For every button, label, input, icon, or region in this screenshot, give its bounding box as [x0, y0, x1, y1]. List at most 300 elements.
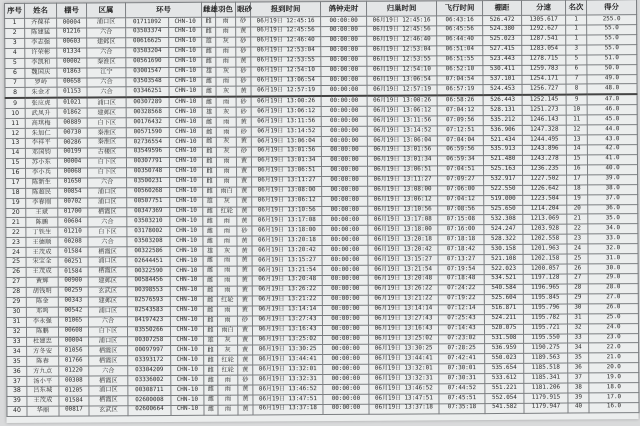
clock-drift-cell: 00:00:00: [321, 36, 367, 46]
distance-cell: 535.913: [483, 145, 522, 155]
basket-time-cell: 06月19日 13:14:52: [251, 127, 321, 137]
arrival-time-cell: 06月19日 12:57:19: [367, 85, 437, 96]
distance-cell: 526.443: [483, 95, 522, 106]
loft-cell: 01863: [57, 68, 87, 78]
ring-cell: 02543583: [127, 306, 170, 316]
basket-time-cell: 06月19日 13:10:56: [252, 206, 322, 216]
speed-cell: 1179.947: [524, 403, 568, 413]
eye-cell: 黄: [236, 117, 251, 127]
ring-code-cell: CHN-10: [170, 316, 203, 326]
place-cell: 14: [566, 145, 587, 155]
distance-cell: 532.917: [484, 175, 523, 185]
eye-cell: 砂: [236, 37, 251, 47]
ring-cell: 02600008: [128, 396, 171, 406]
col-header-name: 姓名: [25, 3, 57, 18]
ring-cell: 03178002: [127, 227, 170, 237]
ring-code-cell: CHN-10: [169, 87, 202, 98]
flight-time-cell: 07:04:12: [438, 195, 484, 205]
eye-cell: 黄: [238, 395, 253, 405]
flight-time-cell: 07:18:48: [438, 275, 484, 285]
col-header-distance: 棚距: [483, 0, 522, 15]
color-cell: 雨: [217, 276, 237, 286]
place-cell: 32: [567, 324, 588, 334]
name-cell: 吕东城: [27, 386, 59, 396]
ring-code-cell: CHN-10: [169, 118, 202, 128]
name-cell: 杜建忠: [27, 337, 59, 347]
ring-code-cell: CHN-10: [170, 276, 203, 286]
distance-cell: 524.211: [484, 314, 523, 324]
rank-cell: 5: [5, 58, 25, 68]
sex-cell: 雌: [203, 256, 217, 266]
distance-cell: 525.163: [484, 165, 523, 175]
sex-cell: 雌: [202, 27, 216, 37]
ring-cell: 01711092: [126, 17, 169, 27]
place-cell: 5: [566, 55, 587, 65]
ring-cell: 00322590: [127, 267, 170, 277]
rank-cell: 21: [6, 218, 26, 228]
clock-drift-cell: 00:00:00: [322, 166, 368, 176]
clock-drift-cell: 00:00:00: [323, 365, 369, 375]
district-cell: 浦口区: [88, 306, 127, 316]
loft-cell: 00308: [59, 376, 89, 386]
score-cell: 44.0: [587, 125, 637, 135]
place-cell: 34: [568, 343, 589, 353]
eye-cell: 砂: [236, 47, 251, 57]
basket-time-cell: 06月19日 13:16:43: [252, 325, 322, 335]
clock-drift-cell: 00:00:00: [322, 245, 368, 255]
speed-cell: 1195.845: [523, 294, 567, 304]
ring-cell: 00347369: [127, 207, 170, 217]
color-cell: 雨: [217, 266, 237, 276]
sex-cell: 雌: [202, 17, 216, 27]
arrival-time-cell: 06月19日 13:08:00: [368, 186, 438, 196]
rank-cell: 12: [5, 129, 25, 139]
distance-cell: 535.654: [485, 364, 524, 374]
name-cell: 陈新生: [26, 178, 58, 188]
distance-cell: 530.411: [483, 65, 522, 75]
loft-cell: 00004: [57, 18, 87, 28]
district-cell: 六合: [87, 77, 126, 87]
score-cell: 42.0: [587, 145, 637, 155]
flight-time-cell: 07:14:43: [438, 324, 484, 334]
basket-time-cell: 06月19日 13:32:01: [253, 365, 323, 375]
name-cell: 陈金: [26, 297, 58, 307]
speed-cell: 1244.495: [522, 135, 566, 145]
ring-code-cell: CHN-10: [171, 405, 204, 415]
score-cell: 17.0: [589, 393, 639, 403]
ring-cell: 02600664: [128, 405, 171, 415]
rank-cell: 36: [7, 367, 27, 377]
score-cell: 43.0: [587, 135, 637, 145]
name-cell: 魏国庆: [25, 68, 57, 78]
score-cell: 55.0: [587, 25, 637, 35]
flight-time-cell: 07:08:56: [438, 205, 484, 215]
ring-code-cell: CHN-10: [169, 127, 202, 137]
loft-cell: 01205: [59, 386, 89, 396]
clock-drift-cell: 00:00:00: [323, 374, 369, 384]
ring-code-cell: CHN-10: [170, 207, 203, 217]
flight-time-cell: 07:15:08: [438, 215, 484, 225]
speed-cell: 1236.235: [523, 165, 567, 175]
sex-cell: 雌: [203, 217, 217, 227]
sex-cell: 雌: [202, 97, 216, 108]
arrival-time-cell: 06月19日 13:15:27: [368, 255, 438, 265]
color-cell: 雨: [216, 127, 236, 137]
score-cell: 37.0: [588, 194, 638, 204]
eye-cell: 黄: [237, 207, 252, 217]
place-cell: 7: [566, 74, 587, 84]
name-cell: 王茂成: [26, 247, 58, 257]
col-header-place: 名次: [566, 0, 587, 15]
loft-cell: 00889: [57, 118, 87, 128]
speed-cell: 1223.504: [523, 195, 567, 205]
place-cell: 1: [566, 15, 587, 25]
loft-cell: 01210: [58, 227, 88, 237]
color-cell: 灰: [216, 107, 236, 117]
ring-code-cell: CHN-10: [170, 177, 203, 187]
loft-cell: 01056: [59, 346, 89, 356]
distance-cell: 524.247: [484, 225, 523, 235]
name-cell: 华丽: [27, 406, 59, 416]
rank-cell: 40: [7, 406, 27, 416]
arrival-time-cell: 06月19日 13:06:12: [368, 195, 438, 205]
color-cell: 灰: [217, 246, 237, 256]
speed-cell: 1185.518: [524, 363, 568, 373]
rank-cell: 37: [7, 377, 27, 387]
results-sheet: [4, 0, 639, 423]
speed-cell: 1259.783: [522, 65, 566, 75]
color-cell: 雨: [218, 385, 238, 395]
speed-cell: 1254.171: [522, 75, 566, 85]
distance-cell: 521.108: [484, 254, 523, 264]
place-cell: 17: [567, 175, 588, 185]
place-cell: 23: [567, 234, 588, 244]
district-cell: 秦淮区: [87, 128, 126, 138]
place-cell: 21: [567, 214, 588, 224]
place-cell: 31: [567, 314, 588, 324]
ring-code-cell: CHN-10: [170, 256, 203, 266]
ring-cell: 03503210: [127, 217, 170, 227]
basket-time-cell: 06月19日 13:21:22: [252, 295, 322, 305]
district-cell: 白下区: [88, 227, 127, 237]
rank-cell: 31: [6, 317, 26, 327]
clock-drift-cell: 00:00:00: [322, 325, 368, 335]
ring-cell: 03346251: [126, 87, 169, 98]
score-cell: 33.0: [588, 234, 638, 244]
rank-cell: 22: [6, 228, 26, 238]
eye-cell: 黄: [237, 306, 252, 316]
race-results-table: [4, 0, 640, 417]
ring-cell: 00307258: [128, 336, 171, 346]
clock-drift-cell: 00:00:00: [322, 226, 368, 236]
district-cell: 六合: [87, 87, 126, 98]
district-cell: 浦口区: [88, 187, 127, 197]
eye-cell: 黄: [237, 167, 252, 177]
place-cell: 1: [566, 35, 587, 45]
ring-cell: 02576593: [127, 296, 170, 306]
basket-time-cell: 06月19日 13:37:18: [253, 405, 323, 415]
ring-code-cell: CHN-10: [170, 326, 203, 336]
speed-cell: 1226.642: [523, 185, 567, 195]
ring-cell: 00398553: [127, 286, 170, 296]
color-cell: 雨: [218, 405, 238, 415]
score-cell: 39.0: [588, 174, 638, 184]
speed-cell: 1196.965: [523, 284, 567, 294]
place-cell: 24: [567, 244, 588, 254]
name-cell: 宋宝全: [26, 257, 58, 267]
ring-code-cell: CHN-10: [170, 266, 203, 276]
district-cell: 秦淮区: [87, 138, 126, 148]
color-cell: 雨: [216, 97, 236, 108]
basket-time-cell: 06月19日 12:57:19: [251, 86, 321, 97]
basket-time-cell: 06月19日 12:45:16: [251, 17, 321, 27]
sex-cell: 雄: [203, 246, 217, 256]
speed-cell: 1195.782: [523, 314, 567, 324]
ring-code-cell: CHN-10: [170, 187, 203, 197]
place-cell: 25: [567, 254, 588, 264]
sex-cell: 雌: [202, 47, 216, 57]
distance-cell: 540.584: [484, 284, 523, 294]
speed-cell: 1252.145: [522, 95, 566, 106]
ring-cell: 03001547: [126, 67, 169, 77]
basket-time-cell: 06月19日 13:18:00: [252, 226, 322, 236]
col-header-eye: 眼砂: [236, 2, 251, 17]
clock-drift-cell: 00:00:00: [322, 216, 368, 226]
ring-cell: 00307791: [126, 157, 169, 167]
color-cell: 红轮: [217, 296, 237, 306]
distance-cell: 523.443: [483, 55, 522, 65]
basket-time-cell: 06月19日 13:20:42: [252, 246, 322, 256]
speed-cell: 1214.204: [523, 205, 567, 215]
eye-cell: 黄: [238, 355, 253, 365]
rank-cell: 10: [5, 109, 25, 119]
flight-time-cell: 07:04:12: [437, 106, 483, 116]
flight-time-cell: 07:28:25: [439, 344, 485, 354]
clock-drift-cell: 00:00:00: [321, 86, 367, 97]
arrival-time-cell: 06月19日 13:16:43: [368, 324, 438, 334]
arrival-time-cell: 06月19日 13:11:27: [368, 176, 438, 186]
eye-cell: 黄: [236, 86, 251, 97]
basket-time-cell: 06月19日 12:53:04: [251, 46, 321, 56]
place-cell: 30: [567, 304, 588, 314]
score-cell: 46.0: [587, 105, 637, 115]
ring-cell: 03549596: [126, 147, 169, 157]
score-cell: 36.0: [588, 204, 638, 214]
eye-cell: 黄: [237, 286, 252, 296]
speed-cell: 1243.278: [522, 155, 566, 165]
arrival-time-cell: 06月19日 12:46:40: [367, 36, 437, 46]
arrival-time-cell: 06月19日 13:10:56: [368, 205, 438, 215]
flight-time-cell: 07:44:52: [439, 384, 485, 394]
arrival-time-cell: 06月19日 12:45:16: [367, 16, 437, 26]
flight-time-cell: 07:24:22: [438, 284, 484, 294]
place-cell: 6: [566, 65, 587, 75]
name-cell: 武凤升: [25, 108, 57, 118]
clock-drift-cell: 00:00:00: [323, 404, 369, 414]
ring-code-cell: CHN-10: [170, 306, 203, 316]
arrival-time-cell: 06月19日 13:20:48: [368, 275, 438, 285]
ring-code-cell: CHN-10: [171, 336, 204, 346]
clock-drift-cell: 00:00:00: [321, 107, 367, 117]
place-cell: 10: [566, 105, 587, 115]
flight-time-cell: 07:42:41: [439, 354, 485, 364]
loft-cell: 00004: [57, 158, 87, 168]
rank-cell: 16: [6, 168, 26, 178]
arrival-time-cell: 06月19日 13:06:04: [367, 136, 437, 146]
score-cell: 24.0: [588, 323, 638, 333]
ring-code-cell: CHN-10: [169, 137, 202, 147]
clock-drift-cell: 00:00:00: [322, 275, 368, 285]
ring-cell: 03503208: [127, 237, 170, 247]
loft-cell: 00817: [59, 406, 89, 416]
eye-cell: 黄: [237, 197, 252, 207]
place-cell: 26: [567, 264, 588, 274]
distance-cell: 522.023: [484, 264, 523, 274]
rank-cell: 11: [5, 119, 25, 129]
ring-cell: 00328568: [126, 108, 169, 118]
basket-time-cell: 06月19日 13:15:27: [252, 256, 322, 266]
rank-cell: 14: [5, 148, 25, 158]
name-cell: 邓国钧: [25, 148, 57, 158]
speed-cell: 1195.796: [523, 304, 567, 314]
district-cell: 古楼区: [87, 148, 126, 158]
flight-time-cell: 06:52:10: [437, 65, 483, 75]
color-cell: 雨: [216, 17, 236, 27]
clock-drift-cell: 00:00:00: [322, 196, 368, 206]
district-cell: 栖霞区: [89, 376, 128, 386]
name-cell: 方九点: [27, 366, 59, 376]
ring-cell: 00322586: [127, 247, 170, 257]
eye-cell: 砂: [236, 147, 251, 157]
eye-cell: 黄: [238, 385, 253, 395]
speed-cell: 1283.054: [522, 45, 566, 55]
score-cell: 34.0: [588, 224, 638, 234]
district-cell: 浦口区: [89, 386, 128, 396]
distance-cell: 541.582: [485, 403, 524, 413]
district-cell: 六合: [88, 237, 127, 247]
ring-code-cell: CHN-10: [170, 167, 203, 177]
distance-cell: 525.650: [484, 205, 523, 215]
ring-code-cell: CHN-10: [169, 27, 202, 37]
arrival-time-cell: 06月19日 13:25:02: [369, 334, 439, 344]
clock-drift-cell: 00:00:00: [322, 305, 368, 315]
eye-cell: 黄: [237, 216, 252, 226]
ring-cell: 00097997: [128, 346, 171, 356]
rank-cell: 15: [5, 158, 25, 168]
score-cell: 21.0: [589, 353, 639, 363]
sex-cell: 雌: [204, 405, 218, 415]
rank-cell: 32: [6, 327, 26, 337]
name-cell: 李春刚: [26, 198, 58, 208]
flight-time-cell: 07:18:42: [438, 245, 484, 255]
flight-time-cell: 07:30:01: [439, 364, 485, 374]
flight-time-cell: 06:59:34: [437, 155, 483, 165]
flight-time-cell: 07:19:22: [438, 294, 484, 304]
basket-time-cell: 06月19日 13:32:31: [253, 375, 323, 385]
flight-time-cell: 06:58:26: [437, 95, 483, 106]
district-cell: 秦淮区: [87, 57, 126, 67]
loft-cell: 00702: [58, 198, 88, 208]
loft-cell: 00208: [58, 237, 88, 247]
col-header-sex: 雌雄: [202, 2, 216, 17]
clock-drift-cell: 00:00:00: [322, 285, 368, 295]
rank-cell: 4: [5, 48, 25, 58]
clock-drift-cell: 00:00:00: [322, 295, 368, 305]
flight-time-cell: 07:09:56: [437, 116, 483, 126]
flight-time-cell: 06:57:19: [437, 85, 483, 96]
basket-time-cell: 06月19日 13:11:56: [251, 117, 321, 127]
color-cell: 雨: [217, 286, 237, 296]
score-cell: 30.0: [588, 264, 638, 274]
rank-cell: 3: [5, 38, 25, 48]
rank-cell: 34: [7, 347, 27, 357]
basket-time-cell: 06月19日 13:06:12: [252, 196, 322, 206]
distance-cell: 533.612: [485, 374, 524, 384]
ring-code-cell: CHN-10: [170, 237, 203, 247]
place-cell: 12: [566, 125, 587, 135]
color-cell: 灰: [216, 37, 236, 47]
rank-cell: 29: [6, 297, 26, 307]
sex-cell: 雌: [203, 177, 217, 187]
score-cell: 16.0: [589, 403, 639, 413]
eye-cell: 砂: [237, 316, 252, 326]
name-cell: 朱加仁: [25, 128, 57, 138]
speed-cell: 1251.273: [522, 105, 566, 115]
rank-cell: 33: [7, 337, 27, 347]
sex-cell: 雄: [203, 197, 217, 207]
district-cell: 建邺区: [87, 38, 126, 48]
place-cell: 39: [568, 393, 589, 403]
name-cell: 丁铁生: [26, 228, 58, 238]
district-cell: 白下区: [87, 158, 126, 168]
loft-cell: 00658: [57, 78, 87, 88]
basket-time-cell: 06月19日 13:06:51: [252, 166, 322, 176]
district-cell: 六合: [87, 48, 126, 58]
ring-cell: 00176432: [126, 118, 169, 128]
flight-time-cell: 07:19:54: [438, 265, 484, 275]
score-cell: 55.0: [587, 34, 637, 44]
distance-cell: 530.158: [484, 245, 523, 255]
loft-cell: 00542: [58, 307, 88, 317]
score-cell: 47.0: [587, 95, 637, 106]
eye-cell: 黄: [237, 187, 252, 197]
district-cell: 江宁: [87, 67, 126, 77]
eye-cell: 黄: [237, 296, 252, 306]
district-cell: 六合: [88, 217, 127, 227]
rank-cell: 6: [5, 68, 25, 78]
loft-cell: 00259: [58, 287, 88, 297]
color-cell: 雨: [216, 57, 236, 67]
distance-cell: 552.054: [485, 393, 524, 403]
col-header-district: 区属: [87, 3, 126, 18]
district-cell: 玄武区: [88, 287, 127, 297]
score-cell: 48.0: [587, 84, 637, 95]
flight-time-cell: 07:12:51: [437, 126, 483, 136]
ring-cell: 02644451: [127, 257, 170, 267]
speed-cell: 1278.715: [522, 55, 566, 65]
arrival-time-cell: 06月19日 13:11:56: [367, 116, 437, 126]
sex-cell: 雌: [202, 157, 216, 167]
score-cell: 255.0: [587, 15, 637, 25]
arrival-time-cell: 06月19日 13:01:56: [367, 146, 437, 156]
district-cell: 六合: [88, 178, 127, 188]
name-cell: 罗岭: [25, 78, 57, 88]
arrival-time-cell: 06月19日 12:45:56: [367, 26, 437, 36]
ring-code-cell: CHN-10: [169, 147, 202, 157]
arrival-time-cell: 06月19日 13:06:51: [368, 166, 438, 176]
color-cell: 雨: [216, 157, 236, 167]
sex-cell: 雌: [203, 286, 217, 296]
